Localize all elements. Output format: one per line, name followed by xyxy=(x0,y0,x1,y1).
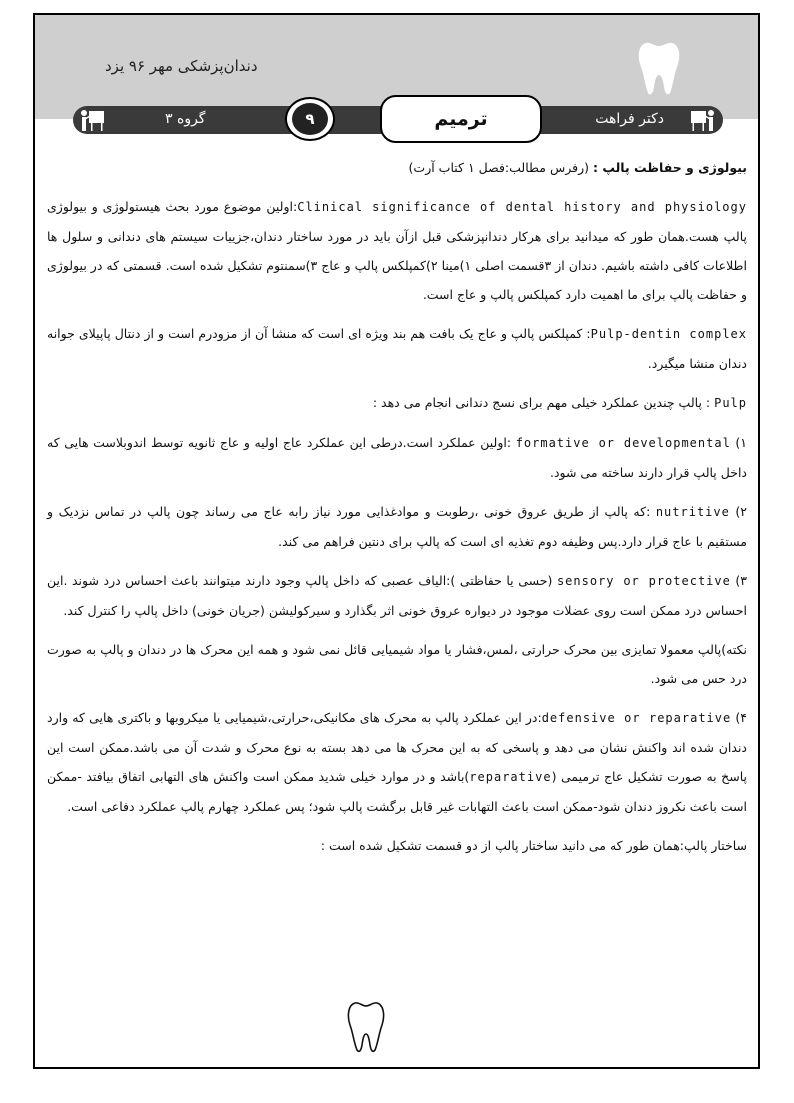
course-label: دندان‌پزشکی مهر ۹۶ یزد xyxy=(105,57,258,75)
note-paragraph xyxy=(47,635,747,693)
paragraph xyxy=(47,319,747,378)
section-title: بیولوژی و حفاظت پالپ : xyxy=(592,160,747,175)
latin-term: Clinical significance of dental history and physiology xyxy=(297,200,747,214)
teacher-at-board-icon xyxy=(688,108,716,136)
teacher-at-board-icon xyxy=(79,108,107,136)
latin-term: sensory or protective xyxy=(556,574,731,588)
page-number: ۹ xyxy=(292,103,328,135)
list-number: ۴) xyxy=(731,710,747,725)
page-frame xyxy=(33,13,760,1069)
paragraph-text: : کمپلکس پالپ و عاج یک بافت هم بند ویژه ای است که منشا آن از مزودرم است و از دنتال پاپیلای جوانه دندان منشا میگیرد. xyxy=(47,326,747,371)
latin-term: Pulp xyxy=(714,396,747,410)
latin-term: formative or developmental xyxy=(515,436,731,450)
paragraph-text: (حسی یا حفاظتی ):الیاف عصبی که داخل پالپ وجود دارند میتوانند باعث احساس درد شوند .این احساس درد ممکن است روی عضلات موجود در دیواره عروق خونی اثر بگذارد و سیرکولیشن (جریان خونی) داخل پالپ را کنترل کند. xyxy=(47,573,747,618)
list-item xyxy=(47,566,747,625)
paragraph-text: :اولین عملکرد است.درطی این عملکرد عاج اولیه و عاج ثانویه توسط اندوبلاست هایی که داخل پالپ قرار دارند ساخته می شود. xyxy=(47,435,747,480)
section-reference: (رفرس مطالب:فصل ۱ کتاب آرت) xyxy=(408,160,593,175)
paragraph-text: :اولین موضوع مورد بحث هیستولوژی و بیولوژی پالپ هست.همان طور که میدانید برای هرکار دندانپزشکی قبل ازآن باید در مورد ساختار دندان،جزییات سیستم های دندانی و سلول ها اطلاعات کافی داشته باشیم. دندان از ۳قسمت اصلی ۱)مینا ۲)کمپلکس پالپ و عاج ۳)سمنتوم تشکیل شده است. قسمتی که در بیولوژی و حفاظت پالپ برای ما اهمیت دارد کمپلکس پالپ و عاج است. xyxy=(47,199,747,302)
paragraph-text: : پالپ چندین عملکرد خیلی مهم برای نسج دندانی انجام می دهد : xyxy=(372,395,715,410)
section-heading xyxy=(47,153,747,182)
list-item xyxy=(47,703,747,821)
latin-term: nutritive xyxy=(655,505,730,519)
list-item xyxy=(47,497,747,556)
group-label: گروه ۳ xyxy=(165,111,206,127)
latin-term: defensive or reparative xyxy=(541,711,732,725)
paragraph-text: :که پالپ از طریق عروق خونی ،رطوبت و موادغذایی مورد نیاز رابه عاج می رساند چون پالپ در تماس نزدیک و مستقیم با عاج قرار دارد.پس وظیفه دوم تغذیه ای است که پالپ برای دنتین فراهم می کند. xyxy=(47,504,747,549)
tooth-outline-icon xyxy=(346,1000,386,1058)
tooth-icon xyxy=(636,39,682,101)
list-item xyxy=(47,428,747,487)
latin-term: Pulp-dentin complex xyxy=(590,327,747,341)
subject-title: ترمیم xyxy=(434,108,488,130)
list-number: ۱) xyxy=(730,435,747,450)
paragraph-text: :در این عملکرد پالپ به محرک های مکانیکی،حرارتی،شیمیایی یا میکروبها و باکتری هایی که وارد دندان شده اند واکنش نشان می دهد و پاسخی که به این محرک ها می دهد بسته به نوع محرک و شدت آن می باشد.ممکن است این پاسخ به صورت تشکیل عاج ترمیمی ( xyxy=(47,710,747,784)
paragraph xyxy=(47,192,747,309)
paragraph-text: )باشد و در موارد خیلی شدید ممکن است واکنش های التهابی اتفاق بیافتد -ممکن است باعث نکروز دندان شود-ممکن است باعث التهابات غیر قابل برگشت پالپ شود؛ پس عملکرد چهارم پالپ عملکرد دفاعی است. xyxy=(47,769,747,814)
paragraph-text: نکته)پالپ معمولا تمایزی بین محرک حرارتی ،لمس،فشار یا مواد شیمیایی قائل نمی شود و همه این محرک ها در دندان و پالپ به صورت درد حس می شود. xyxy=(47,642,747,686)
list-number: ۳) xyxy=(730,573,747,588)
article-body xyxy=(47,153,747,870)
paragraph xyxy=(47,388,747,418)
latin-term: reparative xyxy=(469,770,552,784)
list-number: ۲) xyxy=(729,504,747,519)
paragraph xyxy=(47,831,747,860)
teacher-label: دکتر فراهت xyxy=(595,111,664,127)
paragraph-text: ساختار پالپ:همان طور که می دانید ساختار پالپ از دو قسمت تشکیل شده است : xyxy=(320,838,747,853)
